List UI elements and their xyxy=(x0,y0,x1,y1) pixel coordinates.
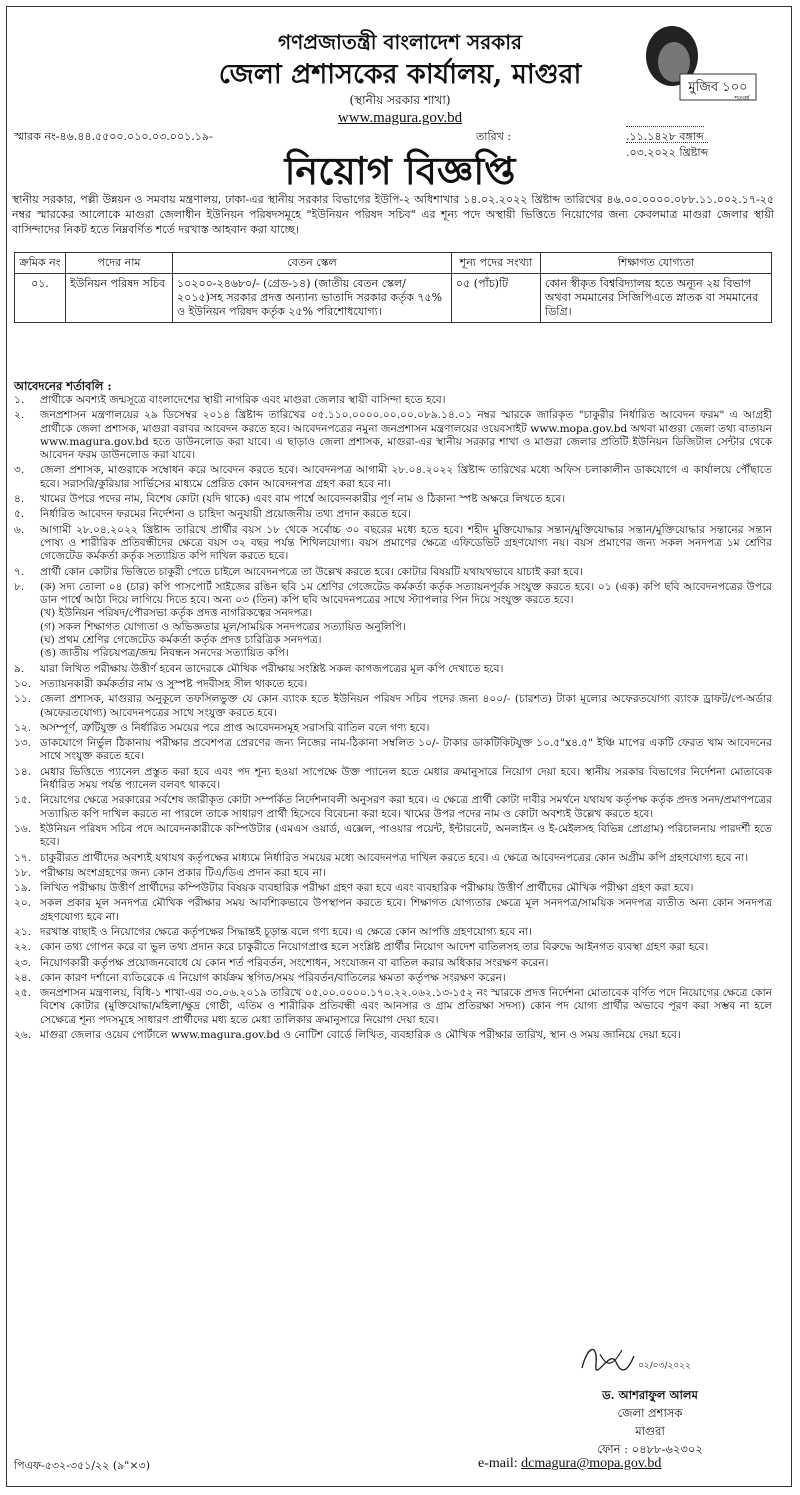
term-text: পরীক্ষায় অংশগ্রহণের জন্য কোন প্রকার টিএ/ডিএ প্রদান করা হবে না। xyxy=(40,866,326,879)
mujib-100-logo xyxy=(632,22,758,104)
posts-table xyxy=(14,252,772,323)
website-link[interactable]: www.magura.gov.bd xyxy=(337,110,463,126)
term-text: যারা লিখিত পরীক্ষায় উত্তীর্ণ হবেন তাদেরকে মৌখিক পরীক্ষায় সংশ্লিষ্ট সকল কাগজপত্রের মূল কপি দেখাতে হবে। xyxy=(40,662,504,675)
term-text: লিখিত পরীক্ষায় উত্তীর্ণ প্রার্থীদের কম্পিউটার বিষয়ক ব্যবহারিক পরীক্ষা গ্রহণ করা হবে এবং ব্যবহারিক পরীক্ষায় উত্তীর্ণ প্রার্থীদের মৌখিক পরীক্ষা গ্রহণ করা হবে। xyxy=(40,882,694,895)
term-text: সত্যায়নকারী কর্মকর্তার নাম ও সুস্পষ্ট পদবীসহ সীল থাকতে হবে। xyxy=(40,677,308,690)
term-body xyxy=(40,737,772,764)
term-body xyxy=(40,581,772,661)
col-qualification: শিক্ষাগত যোগ্যতা xyxy=(541,253,772,274)
col-serial: ক্রমিক নং xyxy=(15,253,66,274)
table-row xyxy=(15,274,772,323)
date-gregorian: .০৩.২০২২ খ্রিষ্টাব্দ xyxy=(626,142,708,163)
term-item xyxy=(14,524,772,564)
term-text: প্রার্থীকে অবশ্যই জন্মসূত্রে বাংলাদেশের স্থায়ী নাগরিক এবং মাগুরা জেলার স্থায়ী বাসিন্দা হতে হবে। xyxy=(40,394,446,406)
term-item xyxy=(14,897,772,924)
email-line xyxy=(478,1456,661,1472)
term-body xyxy=(40,897,772,924)
terms-heading: আবেদনের শর্তাবলি : xyxy=(14,379,112,393)
term-body xyxy=(40,957,772,970)
term-item xyxy=(14,394,772,407)
term-number: ৭. xyxy=(14,565,25,578)
term-number: ১. xyxy=(14,394,25,406)
term-subitem: (ঙ) জাতীয় পরিচয়পত্র/জন্ম নিবন্ধন সনদের সত্যায়িত কপি। xyxy=(40,647,289,660)
cell-qualification: কোন স্বীকৃত বিশ্ববিদ্যালয় হতে অন্যূন ২য় বিভাগ অথবা সমমানের সিজিপিএতে স্নাতক বা সমমানের ডিগ্রি। xyxy=(541,274,772,323)
term-text: ইউনিয়ন পরিষদ সচিব পদে আবেদনকারীকে কম্পিউটার (এমএস ওয়ার্ড, এক্সেল, পাওয়ার পয়েন্ট, ইন্টারনেট, অনলাইন ও ই-মেইলসহ বিভিন্ন প্রোগ্রাম) পরিচালনায় পারদর্শী হতে হবে। xyxy=(40,822,772,849)
term-text: জনপ্রশাসন মন্ত্রণালয়, বিধি-১ শাখা-এর ৩০.০৬.২০১৯ তারিখে ০৫.০০.০০০০.১৭০.২২.০৬২.১৩-১৫২ নং স্মারকে প্রদত্ত নির্দেশনা মোতাবেক বর্ণিত পদে নিয়োগের ক্ষেত্রে কোন বিশেষ কোটার (মুক্তিযোদ্ধা/মহিলা/ক্ষুদ্র গোষ্ঠী, এতিম ও শারীরিক প্রতিবন্ধী এবং আনসার ও গ্রাম প্রতিরক্ষা সদস্য) কোন পদ যোগ্য প্রার্থীর অভাবে পূরণ করা সম্ভব না হলে সেক্ষেত্রে শূন্য পদসমূহে সাধারণ প্রার্থীদের মধ্য হতে মেধা তালিকার ক্রমানুসারে নিয়োগ দেয়া হবে। xyxy=(40,987,772,1026)
term-number: ১৫. xyxy=(14,794,32,807)
term-body xyxy=(40,409,772,462)
email-label: e-mail: xyxy=(478,1456,518,1471)
term-item xyxy=(14,957,772,970)
term-item xyxy=(14,794,772,821)
term-number: ২৪. xyxy=(14,971,32,984)
term-text: ডাকযোগে নির্ভুল ঠিকানায় পরীক্ষার প্রবেশপত্র প্রেরণের জন্য নিজের নাম-ঠিকানা সম্বলিত ১০/- টাকার ডাকটিকিটযুক্ত ১০.৫"x৪.৫" ইঞ্চি মাপের একটি ফেরত খাম আবেদনের সাথে সংযুক্ত করতে হবে। xyxy=(40,737,772,763)
term-item xyxy=(14,737,772,764)
term-body xyxy=(40,566,772,579)
term-item xyxy=(14,867,772,880)
memo-reference: স্মারক নং-৪৬.৪৪.৫৫০০.০১০.০৩.০০১.১৯- xyxy=(14,130,213,143)
term-item xyxy=(14,941,772,954)
term-number: ৮. xyxy=(14,580,25,593)
term-text: প্রার্থী কোন কোটার ভিত্তিতে চাকুরী পেতে চাইলে আবেদনপত্রে তা উল্লেখ করতে হবে। কোটার বিষয়টি যথাযথভাবে যাচাই করা হবে। xyxy=(40,565,583,578)
term-item xyxy=(14,693,772,720)
posts-table-header xyxy=(15,253,772,274)
term-item xyxy=(14,409,772,462)
term-body xyxy=(40,663,772,676)
term-number: ১১. xyxy=(14,693,32,706)
term-text: মেধার ভিত্তিতে প্যানেল প্রস্তুত করা হবে এবং পদ শূন্য হওয়া সাপেক্ষে উক্ত প্যানেল হতে মেধার ক্রমানুসারে নিয়োগ দেয়া হবে। স্থানীয় সরকার বিভাগের নির্দেশনা মোতাবেক নির্ধারিত সময় পর্যন্ত প্যানেল বলবৎ থাকবে। xyxy=(40,765,772,792)
col-vacancies: শূন্য পদের সংখ্যা xyxy=(452,253,541,274)
cell-vacancies: ০৫ (পাঁচ)টি xyxy=(452,274,541,323)
term-number: ২০. xyxy=(14,897,32,910)
signature-block xyxy=(560,1386,740,1458)
term-number: ২৬. xyxy=(14,1029,32,1042)
term-text: মাগুরা জেলার ওয়েব পোর্টালে www.magura.gov.bd ও নোটিশ বোর্ডে লিখিত, ব্যবহারিক ও মৌখিক পরীক্ষার তারিখ, স্থান ও সময় জানিয়ে দেয়া হবে। xyxy=(40,1029,681,1042)
logo-text: মুজিব ১০০ xyxy=(688,80,748,95)
signatory-name: ড. আশরাফুল আলম xyxy=(602,1388,698,1402)
signatory-designation: জেলা প্রশাসক xyxy=(617,1406,683,1420)
term-number: ১৯. xyxy=(14,882,32,895)
footer-code: পিএফ-৫৩২-৩৫১/২২ (৯"×৩) xyxy=(14,1459,150,1472)
term-subitem: (ঘ) প্রথম শ্রেণির গেজেটেড কর্মকর্তা কর্তৃক প্রদত্ত চারিত্রিক সনদপত্র। xyxy=(40,634,322,647)
term-body xyxy=(40,493,772,506)
cell-post-name: ইউনিয়ন পরিষদ সচিব xyxy=(66,274,173,323)
term-body xyxy=(40,794,772,821)
cell-serial: ০১. xyxy=(15,274,66,323)
term-item xyxy=(14,823,772,850)
term-text: অসম্পূর্ণ, ত্রুটিযুক্ত ও নির্ধারিত সময়ের পরে প্রাপ্ত আবেদনসমূহ সরাসরি বাতিল বলে গণ্য হবে। xyxy=(40,721,430,734)
col-pay-scale: বেতন স্কেল xyxy=(173,253,452,274)
term-body xyxy=(40,882,772,895)
term-number: ১৪. xyxy=(14,765,32,778)
term-number: ১৭. xyxy=(14,851,32,864)
term-body xyxy=(40,972,772,985)
date-label: তারিখ : xyxy=(476,130,512,143)
term-body xyxy=(40,766,772,793)
term-text: কোন কারণ দর্শানো ব্যতিরেকে এ নিয়োগ কার্যক্রম স্থগিত/সময় পরিবর্তন/বাতিলের ক্ষমতা কর্তৃপক্ষ সংরক্ষণ করেন। xyxy=(40,971,506,984)
term-number: ৪. xyxy=(14,493,25,506)
term-number: ১০. xyxy=(14,677,32,690)
term-body xyxy=(40,678,772,691)
term-text: (ক) সদ্য তোলা ০৪ (চার) কপি পাসপোর্ট সাইজের রঙিন ছবি ১ম শ্রেণির গেজেটেড কর্মকর্তা কর্তৃক সত্যায়নপূর্বক সংযুক্ত করতে হবে। ০১ (এক) কপি ছবি আবেদনপত্রের উপরে ডান পার্শ্বে আঠা দিয়ে লাগিয়ে দিতে হবে। অন্য ০৩ (তিন) কপি ছবি আবেদনপত্রের সাথে স্ট্যাপলার পিন দিয়ে সংযুক্ত করতে হবে। xyxy=(40,580,772,607)
term-number: ২৫. xyxy=(14,987,32,1000)
term-number: ২২. xyxy=(14,941,32,954)
intro-paragraph: স্থানীয় সরকার, পল্লী উন্নয়ন ও সমবায় মন্ত্রণালয়, ঢাকা-এর স্থানীয় সরকার বিভাগের ইউপি-২ অধিশাখার ১৪.০২.২০২২ খ্রিষ্টাব্দ তারিখের ৪৬.০০.০০০০.০৮৮.১১.০০২.১৭-২৫ নম্বর স্মারকের আলোকে মাগুরা জেলাধীন ইউনিয়ন পরিষদসমূহে "ইউনিয়ন পরিষদ সচিব" এর শূন্য পদে অস্থায়ী ভিত্তিতে নিয়োগের জন্য কেবলমাত্র মাগুরা জেলার স্থায়ী বাসিন্দাদের নিকট হতে নিম্নবর্ণিত শর্তে দরখাস্ত আহবান করা যাচ্ছে। xyxy=(12,193,774,236)
email-link[interactable]: dcmagura@mopa.gov.bd xyxy=(521,1456,662,1471)
term-text: জনপ্রশাসন মন্ত্রণালয়ের ২৯ ডিসেম্বর ২০১৪ খ্রিষ্টাব্দ তারিখের ০৫.১১০.০০০০.০০.০০.০৮৯.১৪.০১ নম্বর স্মারকে জারিকৃত "চাকুরীর নির্ধারিত আবেদন ফরম" এ আগ্রহী প্রার্থীকে জেলা প্রশাসক, মাগুরা বরাবর আবেদন করতে হবে। আবেদনপত্রের নমুনা জনপ্রশাসন মন্ত্রণালয়ের ওয়েবসাইট www.mopa.gov.bd অথবা মাগুরা জেলা তথ্য বাতায়ন www.magura.gov.bd হতে ডাউনলোড করা যাবে। এ ছাড়াও জেলা প্রশাসক, মাগুরা-এর স্থানীয় সরকার শাখা ও মাগুরা জেলার প্রতিটি ইউনিয়ন ডিজিটাল সেন্টার থেকে আবেদন ফরম ডাউনলোড করা যাবে। xyxy=(40,409,772,462)
term-text: নিয়োগকারী কর্তৃপক্ষ প্রয়োজনবোধে যে কোন শর্ত পরিবর্তন, সংশোধন, সংযোজন বা বাতিল করার অধিকার সংরক্ষণ করেন। xyxy=(40,956,549,969)
term-body xyxy=(40,1029,772,1042)
term-number: ৯. xyxy=(14,662,25,675)
term-body xyxy=(40,508,772,521)
term-text: সকল প্রকার মূল সনদপত্র মৌখিক পরীক্ষার সময় আবশ্যিকভাবে উপস্থাপন করতে হবে। শিক্ষাগত যোগ্যতার ক্ষেত্রে মূল সনদপত্র/সাময়িক সনদপত্র ব্যতীত অন্য কোন সনদপত্র গ্রহণযোগ্য হবে না। xyxy=(40,897,772,923)
term-item xyxy=(14,581,772,661)
notice-title: নিয়োগ বিজ্ঞপ্তি xyxy=(284,148,516,193)
term-text: কোন তথ্য গোপন করে বা ভুল তথ্য প্রদান করে চাকুরীতে নিয়োগপ্রাপ্ত হলে সংশ্লিষ্ট প্রার্থীর নিয়োগ আদেশ বাতিলসহ তার বিরুদ্ধে আইনগত ব্যবস্থা গ্রহণ করা হবে। xyxy=(40,941,709,954)
term-item xyxy=(14,566,772,579)
term-text: দরখাস্ত বাছাই ও নিয়োগের ক্ষেত্রে কর্তৃপক্ষের সিদ্ধান্তই চূড়ান্ত বলে গণ্য হবে। এ ক্ষেত্রে কোন আপত্তি গ্রহণযোগ্য হবে না। xyxy=(40,925,532,938)
signatory-district: মাগুরা xyxy=(635,1424,665,1438)
term-subitem: (গ) সকল শিক্ষাগত যোগ্যতা ও অভিজ্ঞতার মূল/সাময়িক সনদপত্রের সত্যায়িত অনুলিপি। xyxy=(40,620,406,633)
term-body xyxy=(40,852,772,865)
term-item xyxy=(14,766,772,793)
term-item xyxy=(14,678,772,691)
term-item xyxy=(14,464,772,491)
term-number: ১২. xyxy=(14,721,32,734)
branch-name: (স্থানীয় সরকার শাখা) xyxy=(349,93,451,107)
term-number: ১৮. xyxy=(14,866,32,879)
term-body xyxy=(40,867,772,880)
term-text: জেলা প্রশাসক, মাগুরাকে সম্বোধন করে আবেদন করতে হবে। আবেদনপত্র আগামী ২৮.০৪.২০২২ খ্রিষ্টাব্দ তারিখের মধ্যে অফিস চলাকালীন ডাকযোগে এ কার্যালয়ে পৌঁছাতে হবে। সরাসরি/কুরিয়ার সার্ভিসের মাধ্যমে প্রেরিত কোন আবেদনপত্র গ্রহণ করা হবে না। xyxy=(40,464,772,490)
term-item xyxy=(14,926,772,939)
term-item xyxy=(14,882,772,895)
term-item xyxy=(14,1029,772,1042)
terms-list xyxy=(14,394,772,1044)
government-name: গণপ্রজাতন্ত্রী বাংলাদেশ সরকার xyxy=(278,30,522,54)
office-name: জেলা প্রশাসকের কার্যালয়, মাগুরা xyxy=(218,59,582,90)
term-number: ৫. xyxy=(14,508,25,521)
term-number: ৬. xyxy=(14,523,25,536)
col-post-name: পদের নাম xyxy=(66,253,173,274)
term-number: ২১. xyxy=(14,925,32,938)
term-body xyxy=(40,926,772,939)
signature-date: ০২/০৩/২০২২ xyxy=(638,1361,691,1371)
term-body xyxy=(40,394,772,407)
term-number: ২. xyxy=(14,409,25,422)
term-item xyxy=(14,852,772,865)
term-body xyxy=(40,464,772,491)
term-body xyxy=(40,524,772,564)
signatory-phone: ফোন : ০৪৮৮-৬২৩০২ xyxy=(597,1442,703,1456)
term-number: ২৩. xyxy=(14,956,32,969)
logo-subtext: শতবর্ষ xyxy=(734,95,750,102)
term-body xyxy=(40,941,772,954)
term-text: খামের উপরে পদের নাম, বিশেষ কোটা (যদি থাকে) এবং বাম পার্শ্বে আবেদনকারীর পূর্ণ নাম ও ঠিকানা স্পষ্ট অক্ষরে লিখতে হবে। xyxy=(40,493,566,506)
term-body xyxy=(40,987,772,1027)
term-text: জেলা প্রশাসক, মাগুরার অনুকূলে তফসিলভুক্ত যে কোন ব্যাংক হতে ইউনিয়ন পরিষদ সচিব পদের জন্য ৪০০/- (চারশত) টাকা মূল্যের অফেরতযোগ্য ব্যাংক ড্রাফট/পে-অর্ডার (অফেরতযোগ্য) আবেদনপত্রের সাথে সংযুক্ত করতে হবে। xyxy=(40,693,772,719)
term-text: চাকুরীরত প্রার্থীদের অবশ্যই যথাযথ কর্তৃপক্ষের মাধ্যমে নির্ধারিত সময়ের মধ্যে আবেদনপত্র দাখিল করতে হবে। এ ক্ষেত্রে আবেদনপত্রের কোন অগ্রীম কপি গ্রহণযোগ্য হবে না। xyxy=(40,851,749,864)
signature-scribble xyxy=(576,1338,706,1380)
cell-pay-scale: ১০২০০-২৪৬৮০/- (গ্রেড-১৪) (জাতীয় বেতন স্কেল/ ২০১৫)সহ সরকার প্রদত্ত অন্যান্য ভাতাদি সরকার কর্তৃক ৭৫% ও ইউনিয়ন পরিষদ কর্তৃক ২৫% পরিশোধযোগ্য। xyxy=(173,274,452,323)
term-number: ১৬. xyxy=(14,822,32,835)
term-text: আগামী ২৮.০৪.২০২২ খ্রিষ্টাব্দ তারিখে প্রার্থীর বয়স ১৮ থেকে সর্বোচ্চ ৩০ বছরের মধ্যে হতে হবে। শহীদ মুক্তিযোদ্ধার সন্তান/মুক্তিযোদ্ধার সন্তান/মুক্তিযোদ্ধার সন্তানের সন্তান পোষ্য ও শারীরিক প্রতিবন্ধীদের ক্ষেত্রে বয়স ৩২ বছর পর্যন্ত শিথিলযোগ্য। বয়স প্রমাণের ক্ষেত্রে এফিডেভিট গ্রহণযোগ্য নয়। বয়স প্রমাণের জন্য সকল সনদপত্র ১ম শ্রেণির গেজেটেড কর্মকর্তা কর্তৃক সত্যায়িত কপি দাখিল করতে হবে। xyxy=(40,523,772,563)
term-subitem: (খ) ইউনিয়ন পরিষদ/পৌরসভা কর্তৃক প্রদত্ত নাগরিকত্বের সনদপত্র। xyxy=(40,607,313,620)
term-item xyxy=(14,493,772,506)
term-item xyxy=(14,987,772,1027)
term-item xyxy=(14,972,772,985)
term-item xyxy=(14,508,772,521)
term-item xyxy=(14,663,772,676)
term-body xyxy=(40,823,772,850)
term-number: ৩. xyxy=(14,464,25,477)
term-text: নির্ধারিত আবেদন ফরমের নির্দেশনা ও চাহিদা অনুযায়ী প্রয়োজনীয় তথ্য প্রদান করতে হবে। xyxy=(40,508,412,521)
term-item xyxy=(14,722,772,735)
date-bangla: .১১.১৪২৮ বঙ্গাব্দ xyxy=(626,126,704,147)
term-body xyxy=(40,693,772,720)
term-body xyxy=(40,722,772,735)
term-text: নিয়োগের ক্ষেত্রে সরকারের সর্বশেষ জারীকৃত কোটা সম্পর্কিত নির্দেশনাবলী অনুসরণ করা হবে। এ ক্ষেত্রে প্রার্থী কোটা দাবীর সমর্থনে যথাযথ কর্তৃপক্ষ কর্তৃক প্রদত্ত সনদ/প্রমাণপত্রের সত্যায়িত কপি দাখিল করতে না পারলে তাকে সাধারণ প্রার্থী হিসেবে বিবেচনা করা হবে। খামের উপর পদের নাম ও কোটা অবশ্যই উল্লেখ করতে হবে। xyxy=(40,794,772,820)
term-number: ১৩. xyxy=(14,737,32,750)
